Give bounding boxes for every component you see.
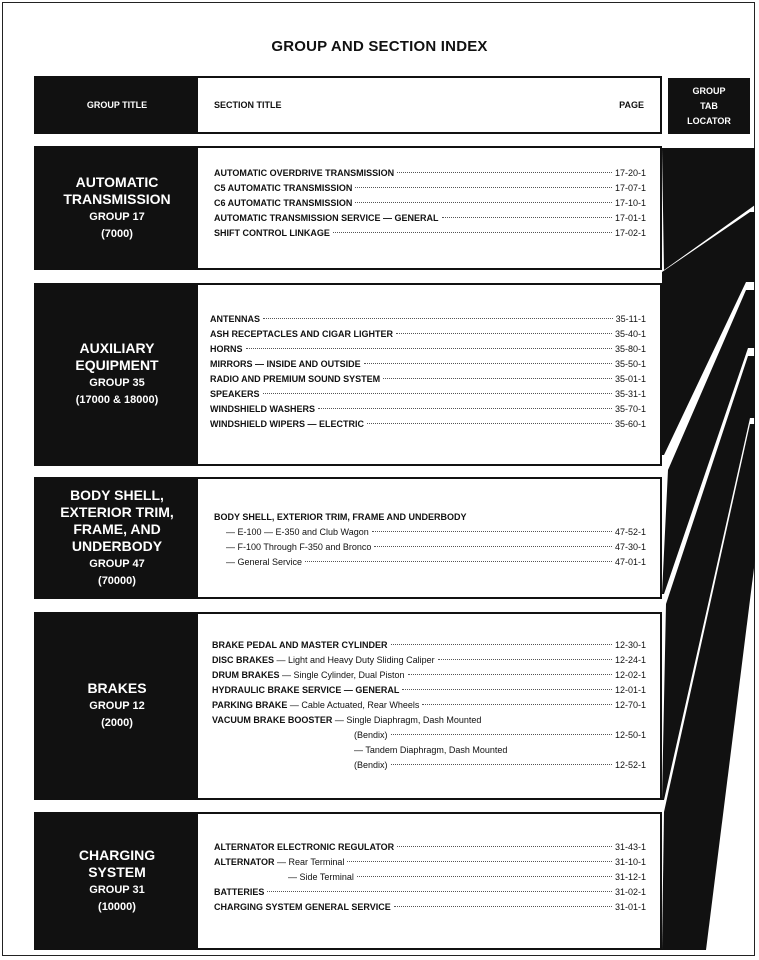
tab-locator-line: LOCATOR bbox=[687, 115, 731, 126]
group-title-line: EQUIPMENT bbox=[75, 357, 159, 373]
leader-dots bbox=[397, 172, 612, 173]
section-list bbox=[214, 840, 646, 915]
section-page: 31-43-1 bbox=[614, 842, 646, 852]
section-note: — Tandem Diaphragm, Dash Mounted bbox=[354, 745, 508, 755]
section-row bbox=[210, 372, 646, 387]
section-title: — F-100 Through F-350 and Bronco bbox=[226, 542, 372, 552]
group-auxiliary-equipment bbox=[34, 283, 662, 466]
section-page: 35-40-1 bbox=[614, 329, 646, 339]
section-row bbox=[214, 855, 646, 870]
leader-dots bbox=[391, 644, 612, 645]
section-page: 35-50-1 bbox=[614, 359, 646, 369]
group-number: GROUP 47 bbox=[89, 557, 145, 570]
section-row bbox=[210, 387, 646, 402]
page-title: GROUP AND SECTION INDEX bbox=[271, 38, 488, 55]
section-title: — E-100 — E-350 and Club Wagon bbox=[226, 527, 369, 537]
group-number: GROUP 35 bbox=[89, 377, 145, 389]
section-row bbox=[214, 181, 646, 196]
section-page: 35-60-1 bbox=[614, 419, 646, 429]
group-code: (10000) bbox=[98, 900, 136, 913]
section-page: 17-07-1 bbox=[614, 183, 646, 193]
section-title: C5 AUTOMATIC TRANSMISSION bbox=[214, 183, 353, 193]
section-page: 47-30-1 bbox=[614, 542, 646, 552]
section-title: ALTERNATOR ELECTRONIC REGULATOR bbox=[214, 842, 395, 852]
leader-dots bbox=[267, 891, 612, 892]
section-title: AUTOMATIC OVERDRIVE TRANSMISSION bbox=[214, 168, 395, 178]
header-group-title: GROUP TITLE bbox=[36, 78, 198, 132]
section-row bbox=[212, 653, 646, 668]
section-list bbox=[214, 166, 646, 241]
section-row bbox=[214, 166, 646, 181]
section-row bbox=[212, 698, 646, 713]
leader-dots bbox=[391, 734, 612, 735]
leader-dots bbox=[263, 318, 613, 319]
leader-dots bbox=[246, 348, 612, 349]
section-row bbox=[210, 402, 646, 417]
section-page: 47-01-1 bbox=[614, 557, 646, 567]
section-page: 31-01-1 bbox=[614, 902, 646, 912]
section-title: HORNS bbox=[210, 344, 243, 354]
leader-dots bbox=[438, 659, 612, 660]
group-charging-system bbox=[34, 812, 662, 950]
leader-dots bbox=[355, 202, 612, 203]
group-title-line: UNDERBODY bbox=[71, 537, 163, 554]
section-title: SHIFT CONTROL LINKAGE bbox=[214, 228, 330, 238]
leader-dots bbox=[391, 764, 612, 765]
section-row bbox=[210, 327, 646, 342]
section-list bbox=[212, 638, 646, 773]
section-note: — Single Cylinder, Dual Piston bbox=[279, 670, 405, 680]
section-page: 17-01-1 bbox=[614, 213, 646, 223]
leader-dots bbox=[357, 876, 612, 877]
group-label bbox=[36, 479, 198, 597]
section-row bbox=[212, 743, 646, 758]
section-title: PARKING BRAKE bbox=[212, 700, 288, 710]
section-page: 31-10-1 bbox=[614, 857, 646, 867]
leader-dots bbox=[367, 423, 612, 424]
section-page: 12-50-1 bbox=[614, 730, 646, 740]
tab-locator-line: TAB bbox=[700, 100, 718, 111]
leader-dots bbox=[364, 363, 612, 364]
group-title-line: EXTERIOR TRIM, bbox=[60, 503, 174, 520]
section-note: — Single Diaphragm, Dash Mounted bbox=[332, 715, 482, 725]
group-label bbox=[36, 285, 198, 464]
section-row bbox=[210, 312, 646, 327]
section-row bbox=[212, 758, 646, 773]
group-title-line: BODY SHELL, bbox=[70, 486, 164, 503]
section-row bbox=[214, 555, 646, 570]
section-row bbox=[214, 885, 646, 900]
section-page: 12-70-1 bbox=[614, 700, 646, 710]
group-automatic-transmission bbox=[34, 146, 662, 270]
section-row bbox=[212, 728, 646, 743]
leader-dots bbox=[305, 561, 612, 562]
leader-dots bbox=[374, 546, 612, 547]
section-title: WINDSHIELD WASHERS bbox=[210, 404, 316, 414]
leader-dots bbox=[394, 906, 612, 907]
group-code: (70000) bbox=[98, 574, 136, 587]
section-page: 12-30-1 bbox=[614, 640, 646, 650]
section-page: 12-24-1 bbox=[614, 655, 646, 665]
section-title: BATTERIES bbox=[214, 887, 265, 897]
section-row bbox=[214, 211, 646, 226]
group-title-line: SYSTEM bbox=[88, 863, 146, 880]
section-page: 17-20-1 bbox=[614, 168, 646, 178]
group-title-line: AUXILIARY bbox=[79, 340, 155, 356]
section-page: 35-70-1 bbox=[614, 404, 646, 414]
section-note: (Bendix) bbox=[354, 760, 388, 770]
group-title-line: AUTOMATIC bbox=[75, 173, 159, 190]
group-title-line: CHARGING bbox=[78, 846, 156, 863]
leader-dots bbox=[263, 393, 612, 394]
section-page: 31-12-1 bbox=[614, 872, 646, 882]
group-label bbox=[36, 814, 198, 948]
section-row bbox=[212, 668, 646, 683]
section-page: 35-11-1 bbox=[615, 314, 646, 324]
group-number: GROUP 17 bbox=[89, 210, 145, 223]
section-row bbox=[214, 196, 646, 211]
leader-dots bbox=[442, 217, 612, 218]
section-heading-row bbox=[214, 510, 646, 525]
group-label bbox=[36, 614, 198, 798]
group-code: (2000) bbox=[101, 717, 133, 729]
leader-dots bbox=[396, 333, 612, 334]
section-row bbox=[210, 357, 646, 372]
leader-dots bbox=[318, 408, 612, 409]
section-page: 17-10-1 bbox=[614, 198, 646, 208]
section-page: 12-01-1 bbox=[614, 685, 646, 695]
group-code: (17000 & 18000) bbox=[75, 394, 159, 406]
section-row bbox=[212, 638, 646, 653]
section-row bbox=[210, 417, 646, 432]
section-title: HYDRAULIC BRAKE SERVICE — GENERAL bbox=[212, 685, 400, 695]
section-row bbox=[212, 713, 646, 728]
group-title-line: BRAKES bbox=[87, 680, 147, 696]
section-note: — Rear Terminal bbox=[274, 857, 345, 867]
section-note: — Side Terminal bbox=[288, 872, 354, 882]
section-title: C6 AUTOMATIC TRANSMISSION bbox=[214, 198, 353, 208]
group-label bbox=[36, 148, 198, 268]
section-row bbox=[210, 342, 646, 357]
leader-dots bbox=[402, 689, 612, 690]
section-title: ASH RECEPTACLES AND CIGAR LIGHTER bbox=[210, 329, 394, 339]
section-title: DRUM BRAKES bbox=[212, 670, 280, 680]
leader-dots bbox=[397, 846, 612, 847]
section-title: ANTENNAS bbox=[210, 314, 261, 324]
group-number: GROUP 31 bbox=[89, 883, 145, 896]
leader-dots bbox=[347, 861, 612, 862]
group-brakes bbox=[34, 612, 662, 800]
section-page: 31-02-1 bbox=[614, 887, 646, 897]
header-section-title: SECTION TITLE bbox=[214, 100, 282, 110]
leader-dots bbox=[408, 674, 612, 675]
group-title-line: TRANSMISSION bbox=[63, 190, 171, 207]
leader-dots bbox=[372, 531, 612, 532]
section-row bbox=[214, 840, 646, 855]
section-title: CHARGING SYSTEM GENERAL SERVICE bbox=[214, 902, 391, 912]
section-row bbox=[214, 900, 646, 915]
section-title: ALTERNATOR bbox=[214, 857, 275, 867]
section-row bbox=[214, 870, 646, 885]
leader-dots bbox=[422, 704, 612, 705]
section-row bbox=[214, 226, 646, 241]
section-note: — Cable Actuated, Rear Wheels bbox=[287, 700, 420, 710]
section-title: WINDSHIELD WIPERS — ELECTRIC bbox=[210, 419, 365, 429]
leader-dots bbox=[383, 378, 612, 379]
section-page: 47-52-1 bbox=[614, 527, 646, 537]
section-list bbox=[214, 510, 646, 570]
leader-dots bbox=[355, 187, 612, 188]
section-title: — General Service bbox=[226, 557, 303, 567]
section-row bbox=[212, 683, 646, 698]
leader-dots bbox=[333, 232, 612, 233]
section-title: RADIO AND PREMIUM SOUND SYSTEM bbox=[210, 374, 381, 384]
section-page: 35-01-1 bbox=[614, 374, 646, 384]
section-note: (Bendix) bbox=[354, 730, 388, 740]
section-page: 12-52-1 bbox=[614, 760, 646, 770]
tab-locator-line: GROUP bbox=[692, 85, 726, 96]
group-title-line: FRAME, AND bbox=[73, 520, 161, 537]
section-row bbox=[214, 525, 646, 540]
section-title: DISC BRAKES bbox=[212, 655, 275, 665]
section-title: VACUUM BRAKE BOOSTER bbox=[212, 715, 333, 725]
group-number: GROUP 12 bbox=[89, 700, 145, 712]
section-page: 12-02-1 bbox=[614, 670, 646, 680]
section-row bbox=[214, 540, 646, 555]
section-page: 17-02-1 bbox=[614, 228, 646, 238]
section-title: MIRRORS — INSIDE AND OUTSIDE bbox=[210, 359, 361, 369]
section-title: AUTOMATIC TRANSMISSION SERVICE — GENERAL bbox=[214, 213, 439, 223]
section-note: — Light and Heavy Duty Sliding Caliper bbox=[274, 655, 435, 665]
section-page: 35-31-1 bbox=[614, 389, 646, 399]
section-page: 35-80-1 bbox=[614, 344, 646, 354]
section-title: BRAKE PEDAL AND MASTER CYLINDER bbox=[212, 640, 388, 650]
header-page: PAGE bbox=[619, 100, 644, 110]
section-heading: BODY SHELL, EXTERIOR TRIM, FRAME AND UNDERBODY bbox=[214, 512, 467, 522]
section-list bbox=[210, 312, 646, 432]
section-title: SPEAKERS bbox=[210, 389, 260, 399]
group-code: (7000) bbox=[101, 227, 133, 240]
group-body-shell bbox=[34, 477, 662, 599]
